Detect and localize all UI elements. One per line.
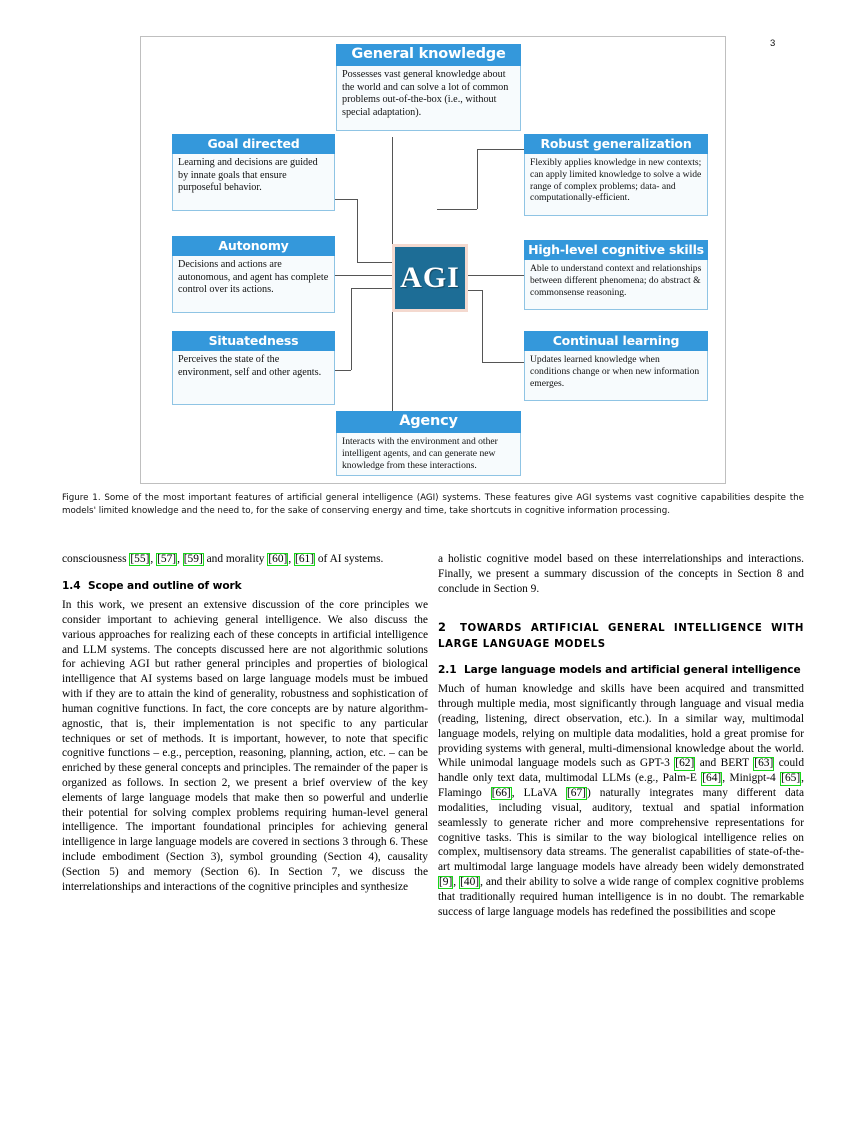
text-fragment: , Flamingo xyxy=(438,772,804,800)
concept-box-agency xyxy=(336,411,521,476)
text-fragment: ) naturally integrates many different data modalities, including visual, auditory, textual and spatial information seamlessly to generate richer and more comprehensive representations for cognitive tasks. This is similar to the way biological intelligence relies on complex, multisensory data streams. The generalist capabilities of state-of-the-art multimodal large language models have already been widely demonstrated xyxy=(438,787,805,874)
paragraph-continued: a holistic cognitive model based on these interrelationships and interactions. Finally, we present a summary discussion of the concepts in Section 8 and conclude in Section 9. xyxy=(438,553,804,595)
concept-title: Autonomy xyxy=(172,236,335,256)
connector-robust-h2 xyxy=(477,149,524,150)
text-fragment: and BERT xyxy=(695,757,754,770)
concept-text: Flexibly applies knowledge in new contexts; can apply limited knowledge to solve a wide range of complex problems; data- and computationally-efficient. xyxy=(524,154,708,216)
concept-text: Decisions and actions are autonomous, and agent has complete control over its actions. xyxy=(172,256,335,313)
agi-concept-diagram xyxy=(141,37,725,483)
concept-box-autonomy xyxy=(172,236,335,313)
concept-title: Goal directed xyxy=(172,134,335,154)
concept-title: General knowledge xyxy=(336,44,521,66)
text-fragment: , LLaVA xyxy=(511,787,566,800)
citation-60[interactable]: [60] xyxy=(268,553,288,565)
citation-61[interactable]: [61] xyxy=(295,553,315,565)
heading-text: Large language models and artificial general intelligence xyxy=(464,663,801,676)
connector-continual-h2 xyxy=(482,362,524,363)
concept-box-goal-directed xyxy=(172,134,335,211)
citation-57[interactable]: [57] xyxy=(157,553,177,565)
right-column xyxy=(438,552,804,919)
connector-robust-v xyxy=(477,149,478,209)
text-fragment: could handle only text data, multimodal LLMs (e.g., Palm-E xyxy=(438,757,805,785)
concept-title: Agency xyxy=(336,411,521,433)
concept-box-continual-learning xyxy=(524,331,708,401)
connector-situated-h2 xyxy=(351,288,392,289)
concept-title: High-level cognitive skills xyxy=(524,240,708,260)
citation-67[interactable]: [67] xyxy=(566,787,586,800)
page-number: 3 xyxy=(770,38,776,49)
citation-65[interactable]: [65] xyxy=(781,772,801,785)
text-fragment: consciousness xyxy=(62,553,130,565)
concept-text: Perceives the state of the environment, self and other agents. xyxy=(172,351,335,405)
heading-2-1 xyxy=(438,664,804,677)
text-fragment: , Minigpt-4 xyxy=(722,772,781,785)
connector-robust-h1 xyxy=(437,209,477,210)
concept-box-general-knowledge xyxy=(336,44,521,131)
concept-text: Interacts with the environment and other intelligent agents, and can generate new knowledge from these interactions. xyxy=(336,433,521,476)
concept-box-robust-generalization xyxy=(524,134,708,216)
concept-text: Updates learned knowledge when conditions change or when new information emerges. xyxy=(524,351,708,401)
figure-1-frame xyxy=(140,36,726,484)
concept-title: Continual learning xyxy=(524,331,708,351)
citation-40[interactable]: [40] xyxy=(460,875,480,888)
concept-title: Situatedness xyxy=(172,331,335,351)
heading-text: Scope and outline of work xyxy=(88,579,242,592)
heading-section-2 xyxy=(438,620,804,651)
citation-66[interactable]: [66] xyxy=(491,787,511,800)
citation-55[interactable]: [55] xyxy=(130,553,150,565)
paragraph-much-of-human-knowledge xyxy=(438,682,804,919)
agi-center-node xyxy=(392,244,468,312)
citation-62[interactable]: [62] xyxy=(675,757,695,770)
connector-goal-h2 xyxy=(357,262,392,263)
heading-number: 2.1 xyxy=(438,663,457,676)
citation-9[interactable]: [9] xyxy=(439,875,453,888)
concept-text: Possesses vast general knowledge about the world and can solve a lot of common problems out-of-the-box (i.e., without special adaptation). xyxy=(336,66,521,131)
concept-box-situatedness xyxy=(172,331,335,405)
citation-59[interactable]: [59] xyxy=(183,553,203,565)
citation-63[interactable]: [63] xyxy=(754,757,774,770)
connector-goal-v xyxy=(357,199,358,262)
figure-caption: Figure 1. Some of the most important features of artificial general intelligence (AGI) systems. These features give AGI systems vast cognitive capabilities despite the models' limited knowledge and the need to, for the sake of conserving energy and time, take shortcuts in cognitive information processing. xyxy=(62,493,804,516)
text-fragment: and morality xyxy=(203,553,268,565)
section-title: TOWARDS ARTIFICIAL GENERAL INTELLIGENCE WITH LARGE LANGUAGE MODELS xyxy=(438,623,804,650)
text-fragment: of AI systems. xyxy=(315,553,384,565)
text-fragment: Much of human knowledge and skills have been acquired and transmitted through multiple media, most significantly through language and visual media (reading, listening, direct observation, etc.). In a similar way, multimodal language models, relying on multiple data modalities, hold a great promise for providing systems with general, multi-dimensional knowledge about the world. While unimodal language models such as GPT-3 xyxy=(438,683,804,770)
connector-continual-v xyxy=(482,290,483,362)
citation-64[interactable]: [64] xyxy=(702,772,722,785)
concept-text: Able to understand context and relationships between different phenomena; do abstract & commonsense reasoning. xyxy=(524,260,708,310)
heading-1-4 xyxy=(62,580,428,593)
agi-label: AGI xyxy=(400,261,460,294)
section-number: 2 xyxy=(438,620,447,635)
concept-title: Robust generalization xyxy=(524,134,708,154)
connector-top xyxy=(392,137,393,244)
paragraph-consciousness: consciousness [55], [57], [59] and morality [60], [61] of AI systems. xyxy=(62,553,384,565)
connector-bottom xyxy=(392,312,393,412)
concept-box-high-level-cognitive-skills xyxy=(524,240,708,310)
paragraph-scope: In this work, we present an extensive discussion of the core principles we consider important to achieving general intelligence. We also discuss the various approaches for realizing each of these concepts in artificial intelligence and LLM systems. The concepts discussed here are not algorithmic solutions for achieving AGI but rather general principles and properties of biological intelligence that AI systems based on large language models must be imbued with if they are to attain the kind of generality, robustness and sophistication of human cognitive functions. In fact, the core concepts are by nature algorithm-agnostic, that is, their implementation is not specific to any particular techniques or set of methods. It is important, however, to note that specific cognitive functions – e.g., perception, reasoning, planning, action, etc. – can be enriched by these general concepts and principles. The remainder of the paper is organized as follows. In section 2, we present a brief overview of the key elements of large language models that make then so powerful and underlie their potential for solving complex problems requiring human-level general intelligence. The important foundational principles for achieving general intelligence in large language models are covered in sections 3 through 6. These include embodiment (Section 3), symbol grounding (Section 4), causality (Section 5) and memory (Section 6). In Section 7, we discuss the interrelationships and interactions of the cognitive principles and synthesize xyxy=(62,599,428,893)
connector-situated-v xyxy=(351,288,352,370)
left-column xyxy=(62,552,428,895)
heading-number: 1.4 xyxy=(62,579,81,592)
text-fragment: , xyxy=(453,875,460,888)
concept-text: Learning and decisions are guided by innate goals that ensure purposeful behavior. xyxy=(172,154,335,211)
text-fragment: , and their ability to solve a wide range of complex cognitive problems that traditionally required human intelligence is in no doubt. The remarkable success of large language models has redefined the possibilities and scope xyxy=(438,875,804,918)
